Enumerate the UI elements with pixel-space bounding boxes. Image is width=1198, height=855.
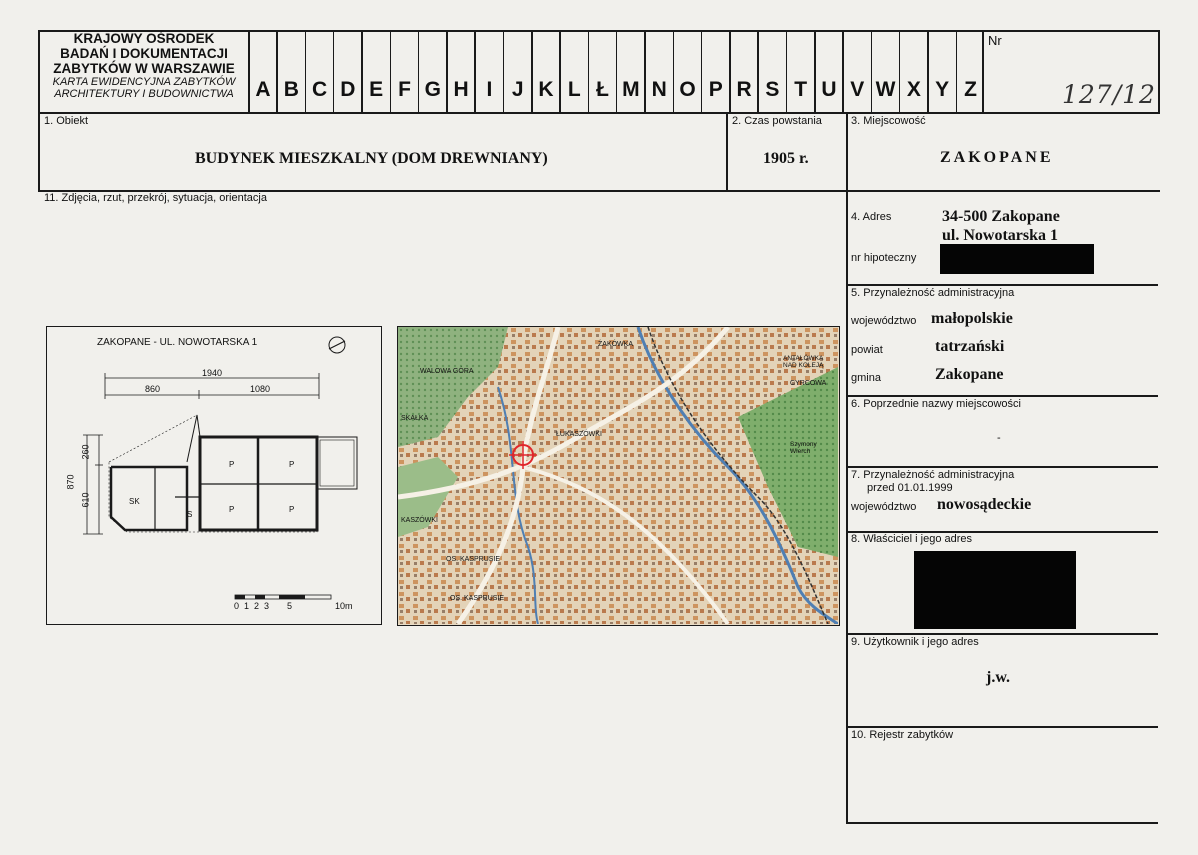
floor-plan-panel	[46, 326, 382, 625]
room-label-p3: P	[229, 505, 235, 514]
room-label-s: S	[187, 510, 193, 519]
letter-12[interactable]: Ł	[596, 78, 609, 101]
room-label-p2: P	[289, 460, 295, 469]
scale-label-10m: 10m	[335, 601, 353, 611]
hipoteczny-label: nr hipoteczny	[851, 252, 917, 264]
institution-line-3: ZABYTKÓW W WARSZAWIE	[53, 61, 235, 76]
letter-15[interactable]: O	[679, 78, 696, 101]
obiekt-label: 1. Obiekt	[44, 115, 89, 127]
dim-left: 860	[145, 384, 161, 394]
letter-23[interactable]: X	[906, 78, 921, 101]
institution-block	[40, 31, 248, 112]
dim-right: 1080	[250, 384, 271, 394]
wojewodztwo-1999-value: nowosądeckie	[937, 496, 1032, 513]
scale-label-0: 0	[234, 601, 240, 611]
letter-14[interactable]: N	[651, 78, 667, 101]
powiat-value: tatrzański	[935, 338, 1005, 355]
letter-19[interactable]: T	[794, 78, 808, 101]
uzytkownik-label: 9. Użytkownik i jego adres	[851, 636, 979, 648]
miejscowosc-value: ZAKOPANE	[940, 149, 1054, 166]
room-label-p4: P	[289, 505, 295, 514]
letter-4[interactable]: E	[369, 78, 384, 101]
map-label-skalka: SKAŁKA	[401, 415, 429, 422]
adres-label: 4. Adres	[851, 211, 892, 223]
letter-25[interactable]: Z	[964, 78, 977, 101]
letter-9[interactable]: J	[511, 78, 524, 101]
letter-24[interactable]: Y	[935, 78, 950, 101]
letter-13[interactable]: M	[622, 78, 640, 101]
scale-label-3: 3	[264, 601, 270, 611]
card-type-line-1: KARTA EWIDENCYJNA ZABYTKÓW	[52, 76, 236, 88]
map-label-os-kasprusie-1: OS. KASPRUSIE	[446, 556, 501, 563]
scale-label-5: 5	[287, 601, 293, 611]
hipoteczny-redaction	[940, 244, 1094, 274]
letter-6[interactable]: G	[424, 78, 441, 101]
map-label-os-kasprusie-2: OS. KASPRUSIE	[450, 595, 505, 602]
letter-8[interactable]: I	[486, 78, 493, 101]
map-label-walowa-gora: WALOWA GÓRA	[420, 368, 474, 375]
letter-18[interactable]: S	[765, 78, 780, 101]
location-map	[397, 326, 840, 626]
poprzednie-value: -	[997, 432, 1001, 444]
letter-0[interactable]: A	[255, 78, 271, 101]
card-type-line-2: ARCHITEKTURY I BUDOWNICTWA	[54, 88, 234, 100]
wojewodztwo-value: małopolskie	[931, 310, 1013, 327]
przynaleznosc-1999-sub: przed 01.01.1999	[867, 482, 953, 494]
nr-label: Nr	[988, 33, 1002, 48]
scale-label-2: 2	[254, 601, 260, 611]
czas-value: 1905 r.	[763, 150, 809, 167]
institution-line-2: BADAŃ I DOKUMENTACJI	[60, 46, 228, 61]
dim-vertical-total: 870	[65, 474, 76, 490]
powiat-label: powiat	[851, 344, 883, 356]
dim-total: 1940	[202, 368, 223, 378]
map-label-kaszowki: KASZÓWKI	[401, 517, 438, 524]
letter-7[interactable]: H	[453, 78, 469, 101]
letter-3[interactable]: D	[340, 78, 356, 101]
letter-2[interactable]: C	[312, 78, 328, 101]
przynaleznosc-label: 5. Przynależność administracyjna	[851, 287, 1015, 299]
letter-22[interactable]: W	[875, 78, 896, 101]
czas-label: 2. Czas powstania	[732, 115, 822, 127]
gmina-value: Zakopane	[935, 366, 1004, 383]
letter-17[interactable]: R	[736, 78, 752, 101]
letter-20[interactable]: U	[821, 78, 837, 101]
letter-16[interactable]: P	[708, 78, 723, 101]
map-label-lukaszowki: ŁUKASZÓWKI	[556, 431, 602, 438]
wojewodztwo-1999-label: województwo	[851, 501, 917, 513]
wojewodztwo-label: województwo	[851, 315, 917, 327]
dim-vertical-bottom: 610	[80, 492, 91, 508]
rejestr-label: 10. Rejestr zabytków	[851, 729, 954, 741]
map-label-cyrcowa: CYRCOWA	[790, 380, 827, 387]
gmina-label: gmina	[851, 372, 881, 384]
plan-title: ZAKOPANE - UL. NOWOTARSKA 1	[97, 337, 258, 348]
wlasciciel-redaction	[914, 551, 1076, 629]
institution-line-1: KRAJOWY OŚRODEK	[73, 31, 215, 46]
room-label-sk: SK	[129, 497, 140, 506]
map-label-szymony-wierch: Szymony Wierch	[790, 441, 817, 455]
dim-vertical-top: 260	[80, 444, 91, 460]
zdjecia-label: 11. Zdjęcia, rzut, przekrój, sytuacja, orientacja	[44, 192, 267, 204]
wlasciciel-label: 8. Właściciel i jego adres	[851, 533, 973, 545]
letter-11[interactable]: L	[567, 78, 581, 101]
miejscowosc-label: 3. Miejscowość	[851, 115, 926, 127]
obiekt-value: BUDYNEK MIESZKALNY (DOM DREWNIANY)	[195, 150, 548, 167]
map-label-zakowka: ŻAKÓWKA	[598, 341, 634, 348]
letter-5[interactable]: F	[398, 78, 411, 101]
letter-10[interactable]: K	[538, 78, 554, 101]
letter-21[interactable]: V	[850, 78, 865, 101]
map-label-antalowka: ANTAŁÓWKA NAD KOLEJĄ	[783, 355, 824, 369]
room-label-p1: P	[229, 460, 235, 469]
adres-line-1: 34-500 Zakopane	[942, 208, 1060, 225]
letter-1[interactable]: B	[283, 78, 299, 101]
poprzednie-label: 6. Poprzednie nazwy miejscowości	[851, 398, 1021, 410]
uzytkownik-value: j.w.	[986, 669, 1010, 686]
adres-line-2: ul. Nowotarska 1	[942, 227, 1059, 244]
scale-label-1: 1	[244, 601, 250, 611]
przynaleznosc-1999-label: 7. Przynależność administracyjna	[851, 469, 1015, 481]
nr-value: 127/12	[1062, 80, 1156, 109]
